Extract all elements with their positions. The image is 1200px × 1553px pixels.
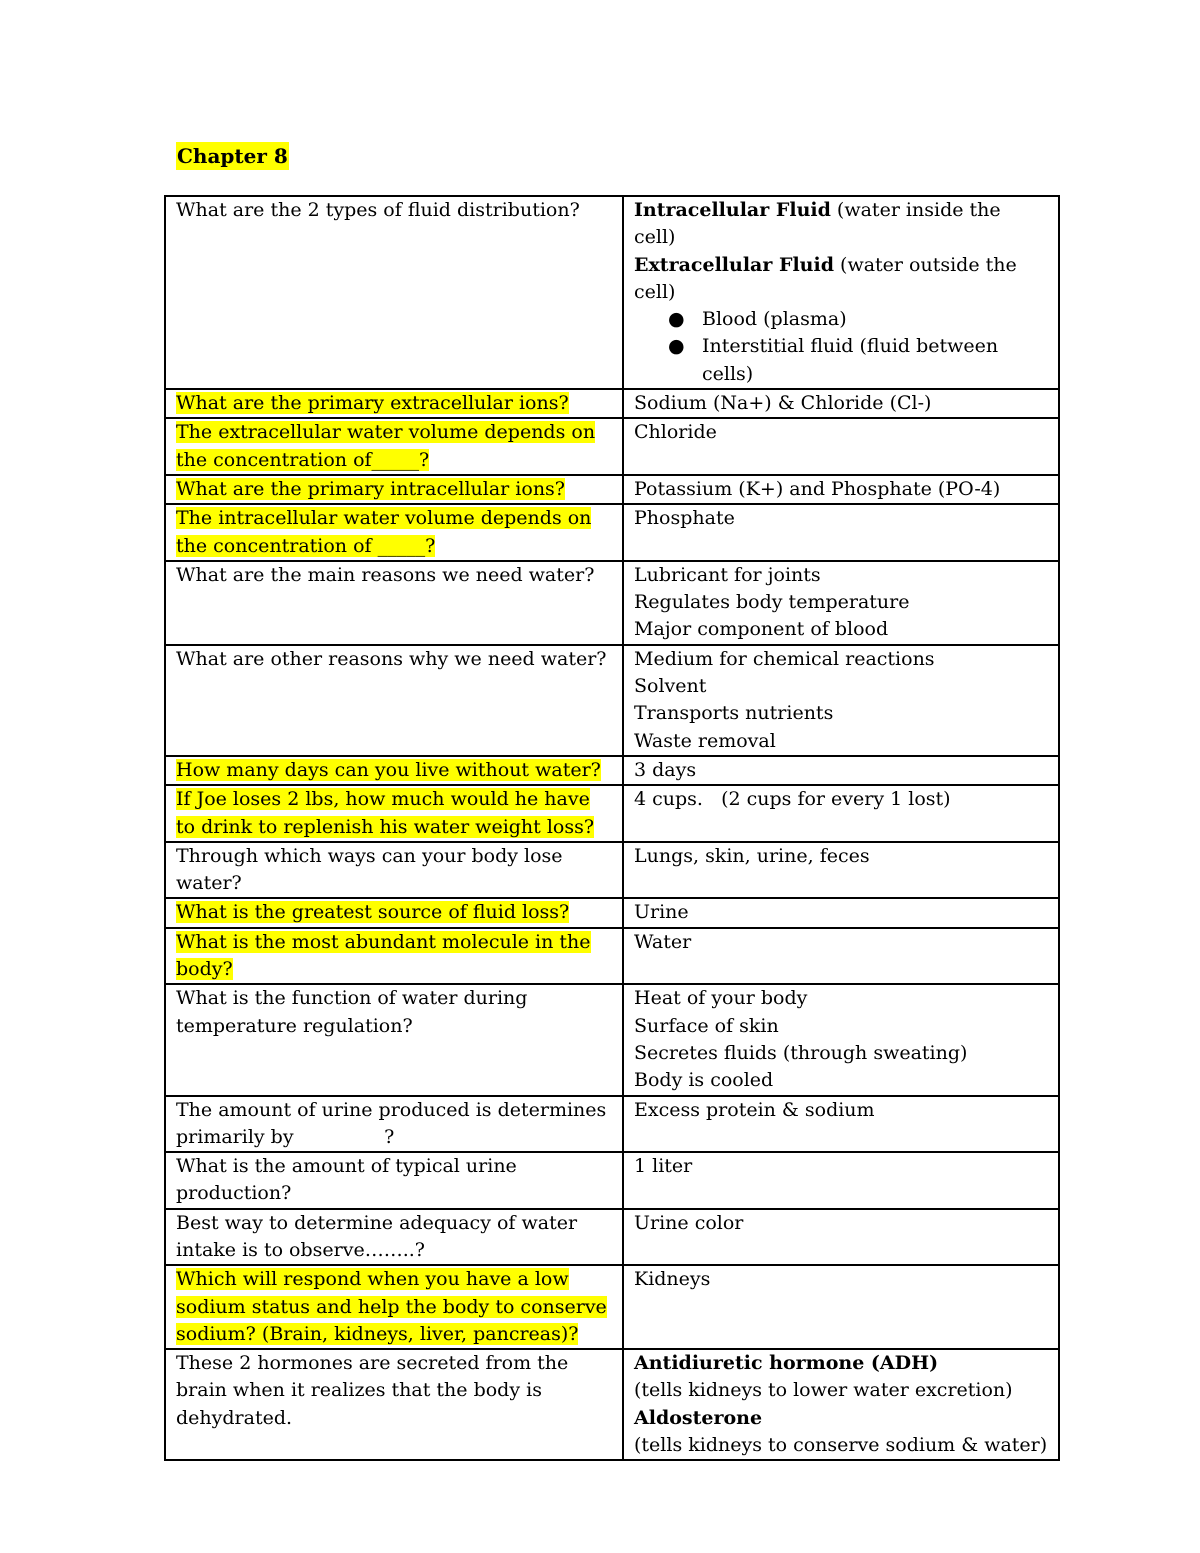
answer-cell — [623, 1152, 1059, 1209]
question-cell — [165, 1349, 623, 1460]
answer-cell — [623, 418, 1059, 475]
answer-line — [634, 197, 1048, 252]
table-row — [165, 1096, 1059, 1153]
table-row — [165, 1152, 1059, 1209]
question-cell — [165, 785, 623, 842]
table-row — [165, 645, 1059, 756]
question-cell — [165, 1209, 623, 1266]
question-cell — [165, 561, 623, 645]
answer-line: Surface of skin — [634, 1014, 779, 1037]
answer-note: (water inside the cell) — [634, 199, 1001, 249]
answer-cell — [623, 785, 1059, 842]
answer-cell — [623, 1349, 1059, 1460]
answer-line: 1 liter — [634, 1155, 693, 1178]
hormone-note: (tells kidneys to lower water excretion) — [634, 1379, 1013, 1402]
answer-cell — [623, 389, 1059, 418]
answer-line: Body is cooled — [634, 1069, 774, 1092]
question-text: If Joe loses 2 lbs, how much would he have to drink to replenish his water weight loss? — [176, 788, 595, 838]
answer-line: 4 cups. (2 cups for every 1 lost) — [634, 788, 951, 811]
answer-cell — [623, 842, 1059, 899]
answer-line: Kidneys — [634, 1268, 711, 1291]
question-text: Through which ways can your body lose water? — [176, 844, 563, 895]
answer-line — [634, 252, 1048, 307]
answer-note: (water outside the cell) — [634, 253, 1017, 303]
table-row — [165, 1209, 1059, 1266]
question-cell — [165, 1096, 623, 1153]
question-text: What is the most abundant molecule in the body? — [176, 930, 591, 981]
question-cell — [165, 475, 623, 504]
answer-line: Lungs, skin, urine, feces — [634, 844, 870, 867]
answer-cell — [623, 196, 1059, 389]
answer-line: Urine color — [634, 1211, 744, 1234]
table-row — [165, 756, 1059, 785]
table-row — [165, 984, 1059, 1095]
answer-line: Secretes fluids (through sweating) — [634, 1041, 968, 1064]
answer-line: 3 days — [634, 758, 697, 781]
question-text: What are the primary intracellular ions? — [176, 477, 565, 500]
question-cell — [165, 756, 623, 785]
question-text: The amount of urine produced is determines primarily by ? — [176, 1098, 613, 1148]
table-row — [165, 504, 1059, 561]
question-text: What are the main reasons we need water? — [176, 563, 595, 586]
question-text: Best way to determine adequacy of water intake is to observe……..? — [176, 1211, 578, 1261]
answer-cell — [623, 1209, 1059, 1266]
table-row — [165, 1349, 1059, 1460]
question-cell — [165, 504, 623, 561]
qa-table — [164, 195, 1060, 1461]
table-row — [165, 475, 1059, 504]
answer-line: Urine — [634, 901, 689, 924]
table-row — [165, 785, 1059, 842]
question-text: What are the primary extracellular ions? — [176, 392, 569, 415]
question-text: What are the 2 types of fluid distribution? — [176, 199, 580, 221]
question-cell — [165, 418, 623, 475]
chapter-heading: Chapter 8 — [177, 144, 288, 168]
table-row — [165, 928, 1059, 985]
answer-cell — [623, 898, 1059, 927]
answer-line: Transports nutrients — [634, 702, 834, 725]
bullet-list — [634, 306, 1048, 388]
table-row — [165, 389, 1059, 418]
answer-cell — [623, 561, 1059, 645]
answer-line: Excess protein & sodium — [634, 1098, 875, 1121]
answer-line: Water — [634, 930, 692, 953]
answer-line: Heat of your body — [634, 987, 808, 1010]
answer-line: Waste removal — [634, 729, 776, 752]
question-cell — [165, 1152, 623, 1209]
question-cell — [165, 645, 623, 756]
question-cell — [165, 928, 623, 985]
answer-line: Solvent — [634, 675, 707, 698]
question-cell — [165, 1265, 623, 1349]
table-row — [165, 898, 1059, 927]
table-row — [165, 196, 1059, 389]
hormone-name: Antidiuretic hormone (ADH) — [634, 1352, 939, 1375]
question-cell — [165, 842, 623, 899]
question-text: How many days can you live without water? — [176, 758, 601, 781]
question-text: The intracellular water volume depends on the concentration of _____? — [176, 507, 592, 557]
table-row — [165, 842, 1059, 899]
answer-line: Regulates body temperature — [634, 591, 910, 614]
table-row — [165, 418, 1059, 475]
answer-line: Sodium (Na+) & Chloride (Cl-) — [634, 392, 932, 415]
hormone-note: (tells kidneys to conserve sodium & water) — [634, 1434, 1048, 1457]
question-text: These 2 hormones are secreted from the brain when it realizes that the body is dehydrated. — [176, 1352, 569, 1429]
table-row — [165, 561, 1059, 645]
answer-cell — [623, 984, 1059, 1095]
question-text: What is the greatest source of fluid loss? — [176, 901, 570, 924]
question-text: What are other reasons why we need water? — [176, 647, 607, 670]
table-row — [165, 1265, 1059, 1349]
bullet-icon: ● — [668, 308, 685, 331]
question-text: What is the amount of typical urine production? — [176, 1155, 517, 1205]
answer-cell — [623, 1265, 1059, 1349]
answer-cell — [623, 475, 1059, 504]
question-cell — [165, 389, 623, 418]
answer-line: Lubricant for joints — [634, 563, 821, 586]
question-cell — [165, 984, 623, 1095]
answer-line: Chloride — [634, 421, 717, 444]
answer-line: Major component of blood — [634, 618, 889, 641]
list-item: ● Interstitial fluid (fluid between cells) — [668, 335, 999, 385]
answer-line: Phosphate — [634, 507, 735, 530]
answer-cell — [623, 1096, 1059, 1153]
answer-cell — [623, 756, 1059, 785]
answer-cell — [623, 504, 1059, 561]
answer-cell — [623, 645, 1059, 756]
answer-term: Intracellular Fluid — [634, 199, 831, 221]
bullet-icon: ● — [668, 335, 685, 358]
question-cell — [165, 898, 623, 927]
question-text: What is the function of water during temperature regulation? — [176, 987, 528, 1037]
hormone-name: Aldosterone — [634, 1406, 763, 1429]
question-text: The extracellular water volume depends on the concentration of_____? — [176, 421, 596, 471]
answer-line: Medium for chemical reactions — [634, 647, 935, 670]
question-cell — [165, 196, 623, 389]
answer-line: Potassium (K+) and Phosphate (PO-4) — [634, 477, 1001, 500]
question-text: Which will respond when you have a low sodium status and help the body to conserve sodium? (Brain, kidneys, liver, pancreas)? — [176, 1268, 607, 1345]
answer-term: Extracellular Fluid — [634, 253, 834, 276]
list-item: ● Blood (plasma) — [702, 306, 1048, 333]
answer-cell — [623, 928, 1059, 985]
